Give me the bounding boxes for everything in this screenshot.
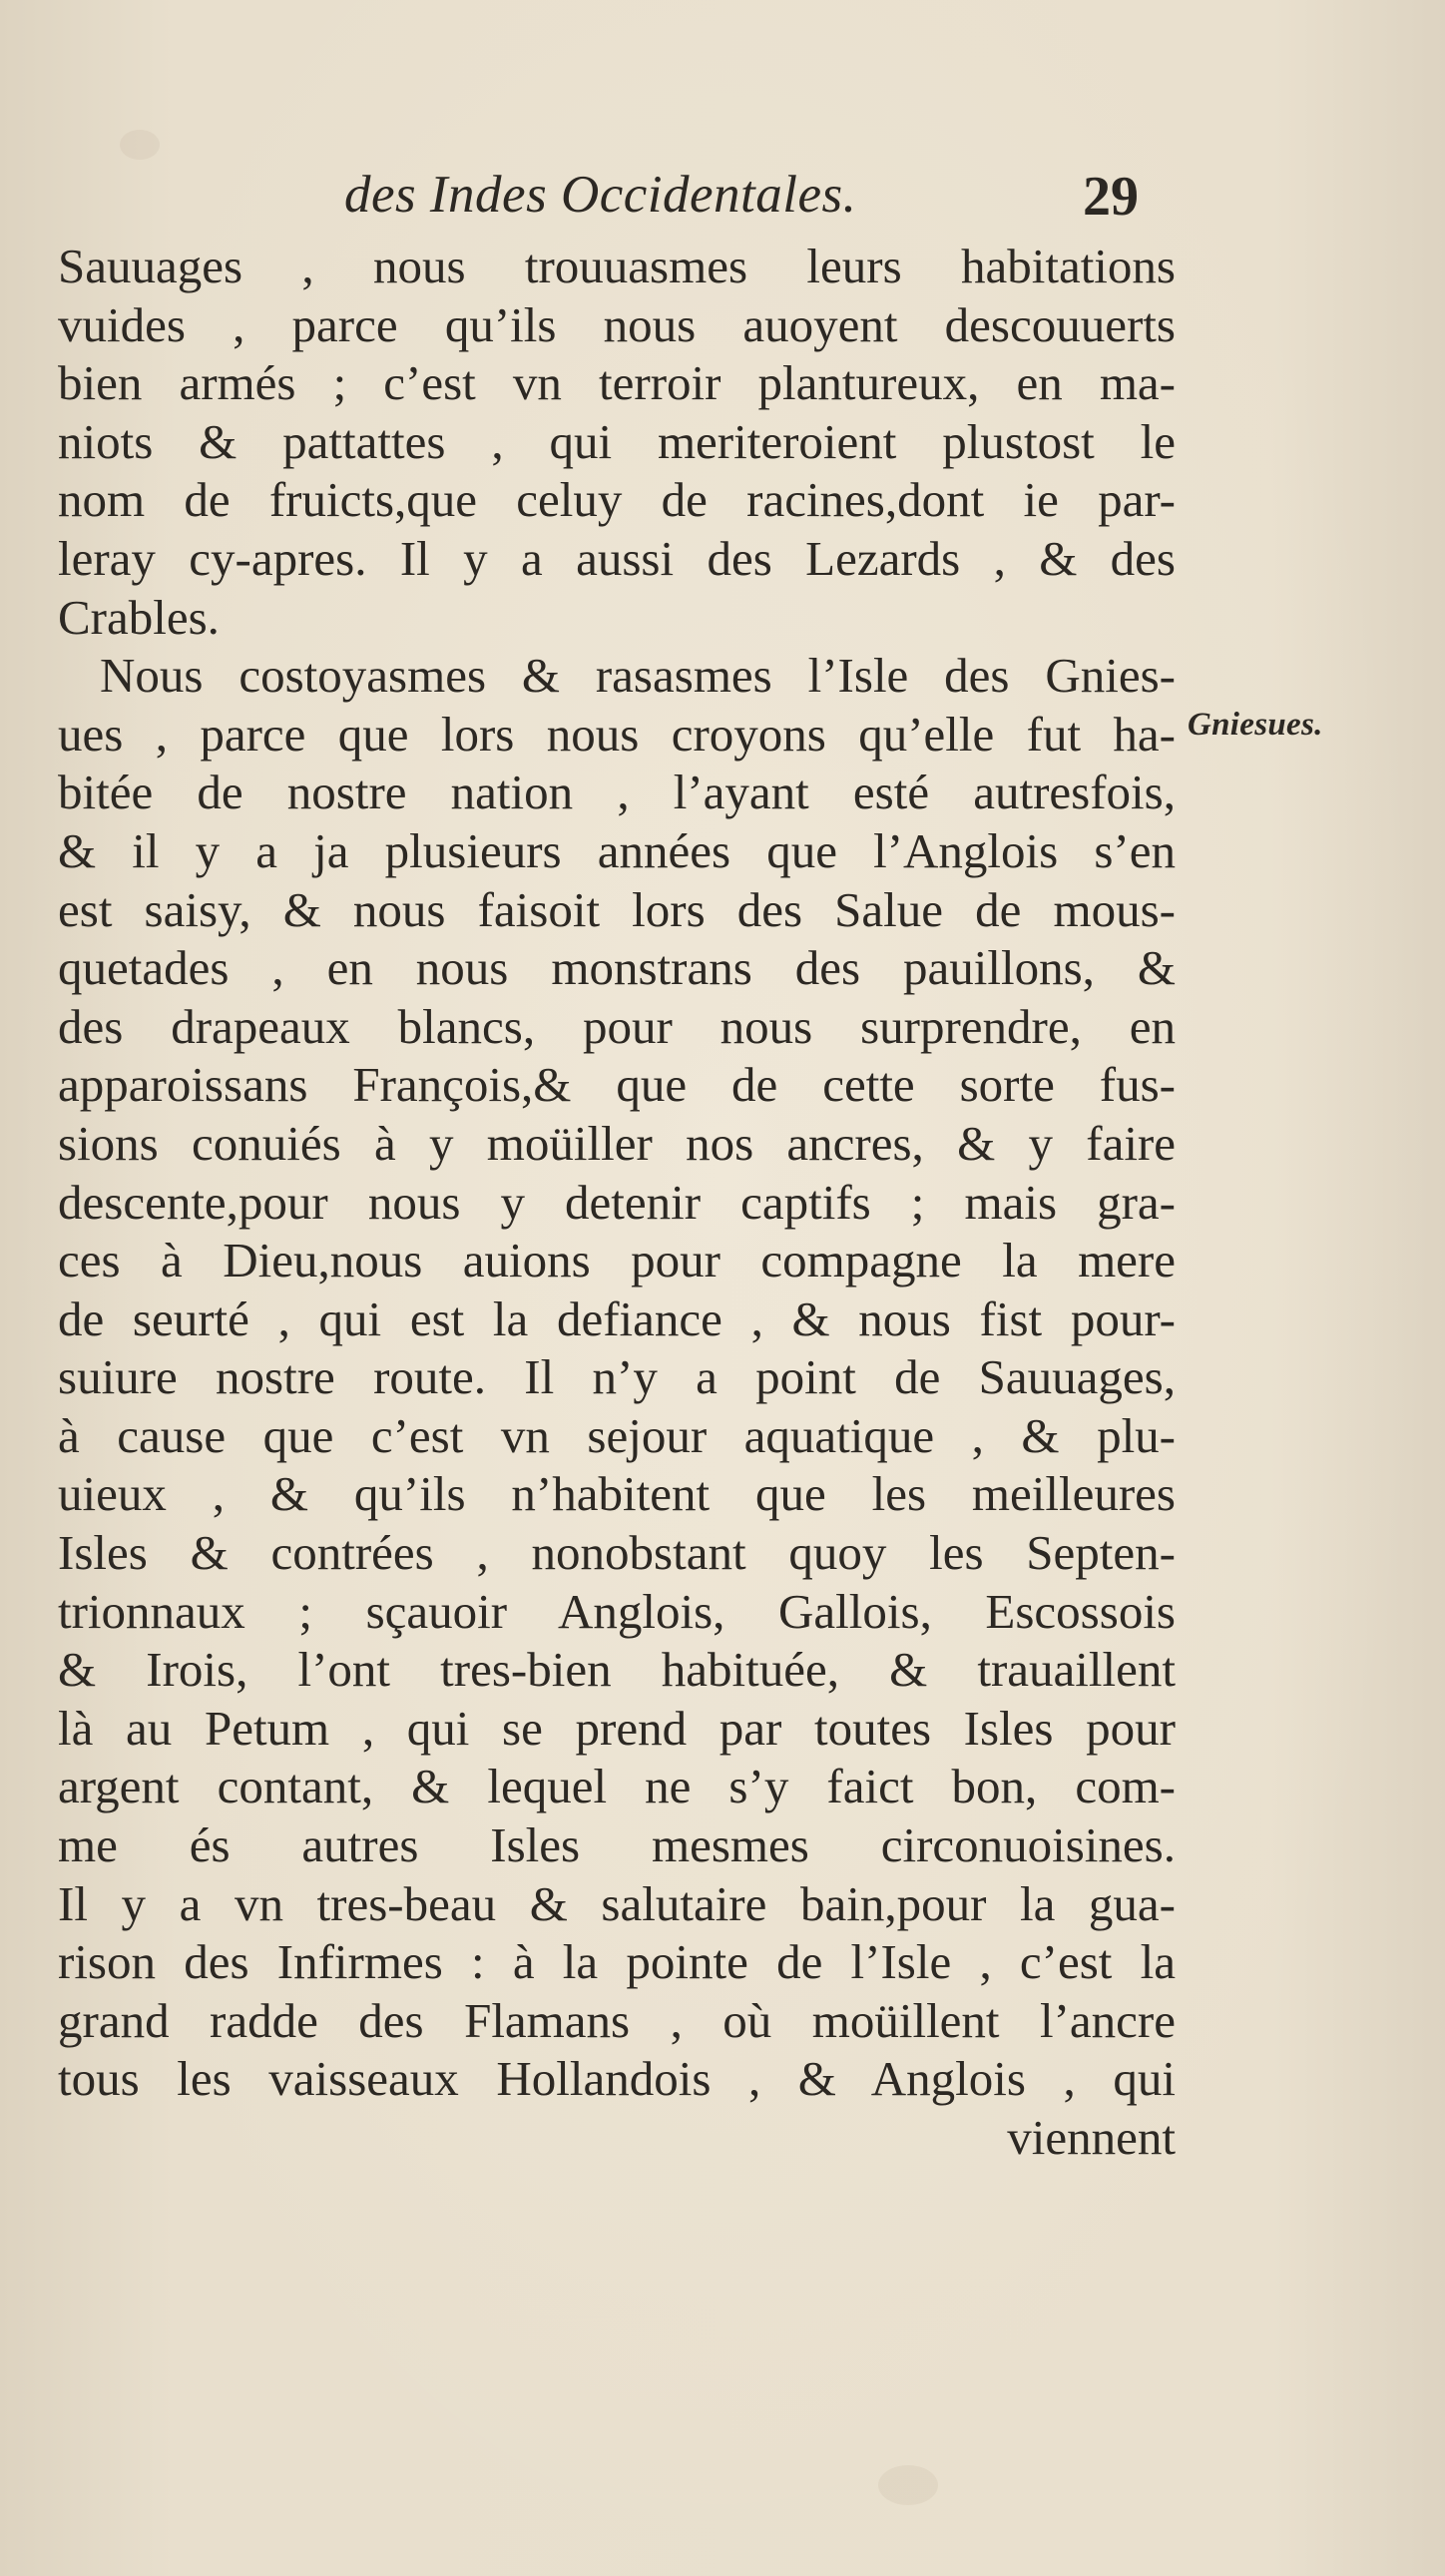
paper-stain: [878, 2465, 938, 2505]
text-line: est saisy, & nous faisoit lors des Salue de mous-: [58, 881, 1176, 937]
text-line: rison des Infirmes : à la pointe de l’Isle , c’est la: [58, 1934, 1176, 1990]
text-line: Sauuages , nous trouuasmes leurs habitations: [58, 239, 1176, 293]
text-line: nom de fruicts,que celuy de racines,dont ie par-: [58, 472, 1176, 528]
body-text: [58, 238, 1176, 2168]
page-number: 29: [1083, 166, 1139, 228]
running-title: des Indes Occidentales.: [344, 166, 857, 224]
text-line: sions conuiés à y moüiller nos ancres, & y faire: [58, 1115, 1176, 1171]
text-line: Crables.: [58, 589, 220, 645]
text-line: bien armés ; c’est vn terroir plantureux, en ma-: [58, 355, 1176, 411]
text-line: me és autres Isles mesmes circonuoisines.: [58, 1817, 1176, 1873]
text-line: des drapeaux blancs, pour nous surprendre, en: [58, 998, 1176, 1054]
paragraph-start-line: Nous costoyasmes & rasasmes l’Isle des Gnies-: [100, 648, 1176, 704]
text-line: argent contant, & lequel ne s’y faict bon, com-: [58, 1759, 1176, 1814]
paper-stain: [120, 130, 160, 160]
text-line: quetades , en nous monstrans des pauillons, &: [58, 940, 1176, 996]
text-line: ces à Dieu,nous auions pour compagne la mere: [58, 1233, 1176, 1288]
text-line: tous les vaisseaux Hollandois , & Anglois , qui: [58, 2051, 1176, 2107]
text-line: de seurté , qui est la defiance , & nous fist pour-: [58, 1290, 1176, 1346]
text-line: là au Petum , qui se prend par toutes Isles pour: [58, 1700, 1176, 1756]
text-line: à cause que c’est vn sejour aquatique , & plu-: [58, 1407, 1176, 1463]
text-line: uieux , & qu’ils n’habitent que les meilleures: [58, 1466, 1176, 1522]
text-line: apparoissans François,& que de cette sorte fus-: [58, 1057, 1176, 1113]
text-line: & Irois, l’ont tres-bien habituée, & trauaillent: [58, 1642, 1176, 1698]
text-line: leray cy-apres. Il y a aussi des Lezards , & des: [58, 530, 1176, 586]
text-line: descente,pour nous y detenir captifs ; mais gra-: [58, 1174, 1176, 1230]
text-line: & il y a ja plusieurs années que l’Anglois s’en: [58, 822, 1176, 878]
text-line: grand radde des Flamans , où moüillent l’ancre: [58, 1992, 1176, 2048]
margin-note: Gniesues.: [1188, 707, 1323, 743]
text-line: trionnaux ; sçauoir Anglois, Gallois, Escossois: [58, 1583, 1176, 1639]
text-line: Isles & contrées , nonobstant quoy les Septen-: [58, 1525, 1176, 1581]
text-line: vuides , parce qu’ils nous auoyent descouuerts: [58, 296, 1176, 352]
text-line: niots & pattattes , qui meriteroient plustost le: [58, 413, 1176, 469]
text-line: Il y a vn tres-beau & salutaire bain,pour la gua-: [58, 1875, 1176, 1931]
text-line: bitée de nostre nation , l’ayant esté autresfois,: [58, 765, 1176, 820]
text-line: suiure nostre route. Il n’y a point de Sauuages,: [58, 1349, 1176, 1405]
text-line: ues , parce que lors nous croyons qu’elle fut ha-: [58, 706, 1176, 762]
catchword: viennent: [1007, 2110, 1176, 2165]
